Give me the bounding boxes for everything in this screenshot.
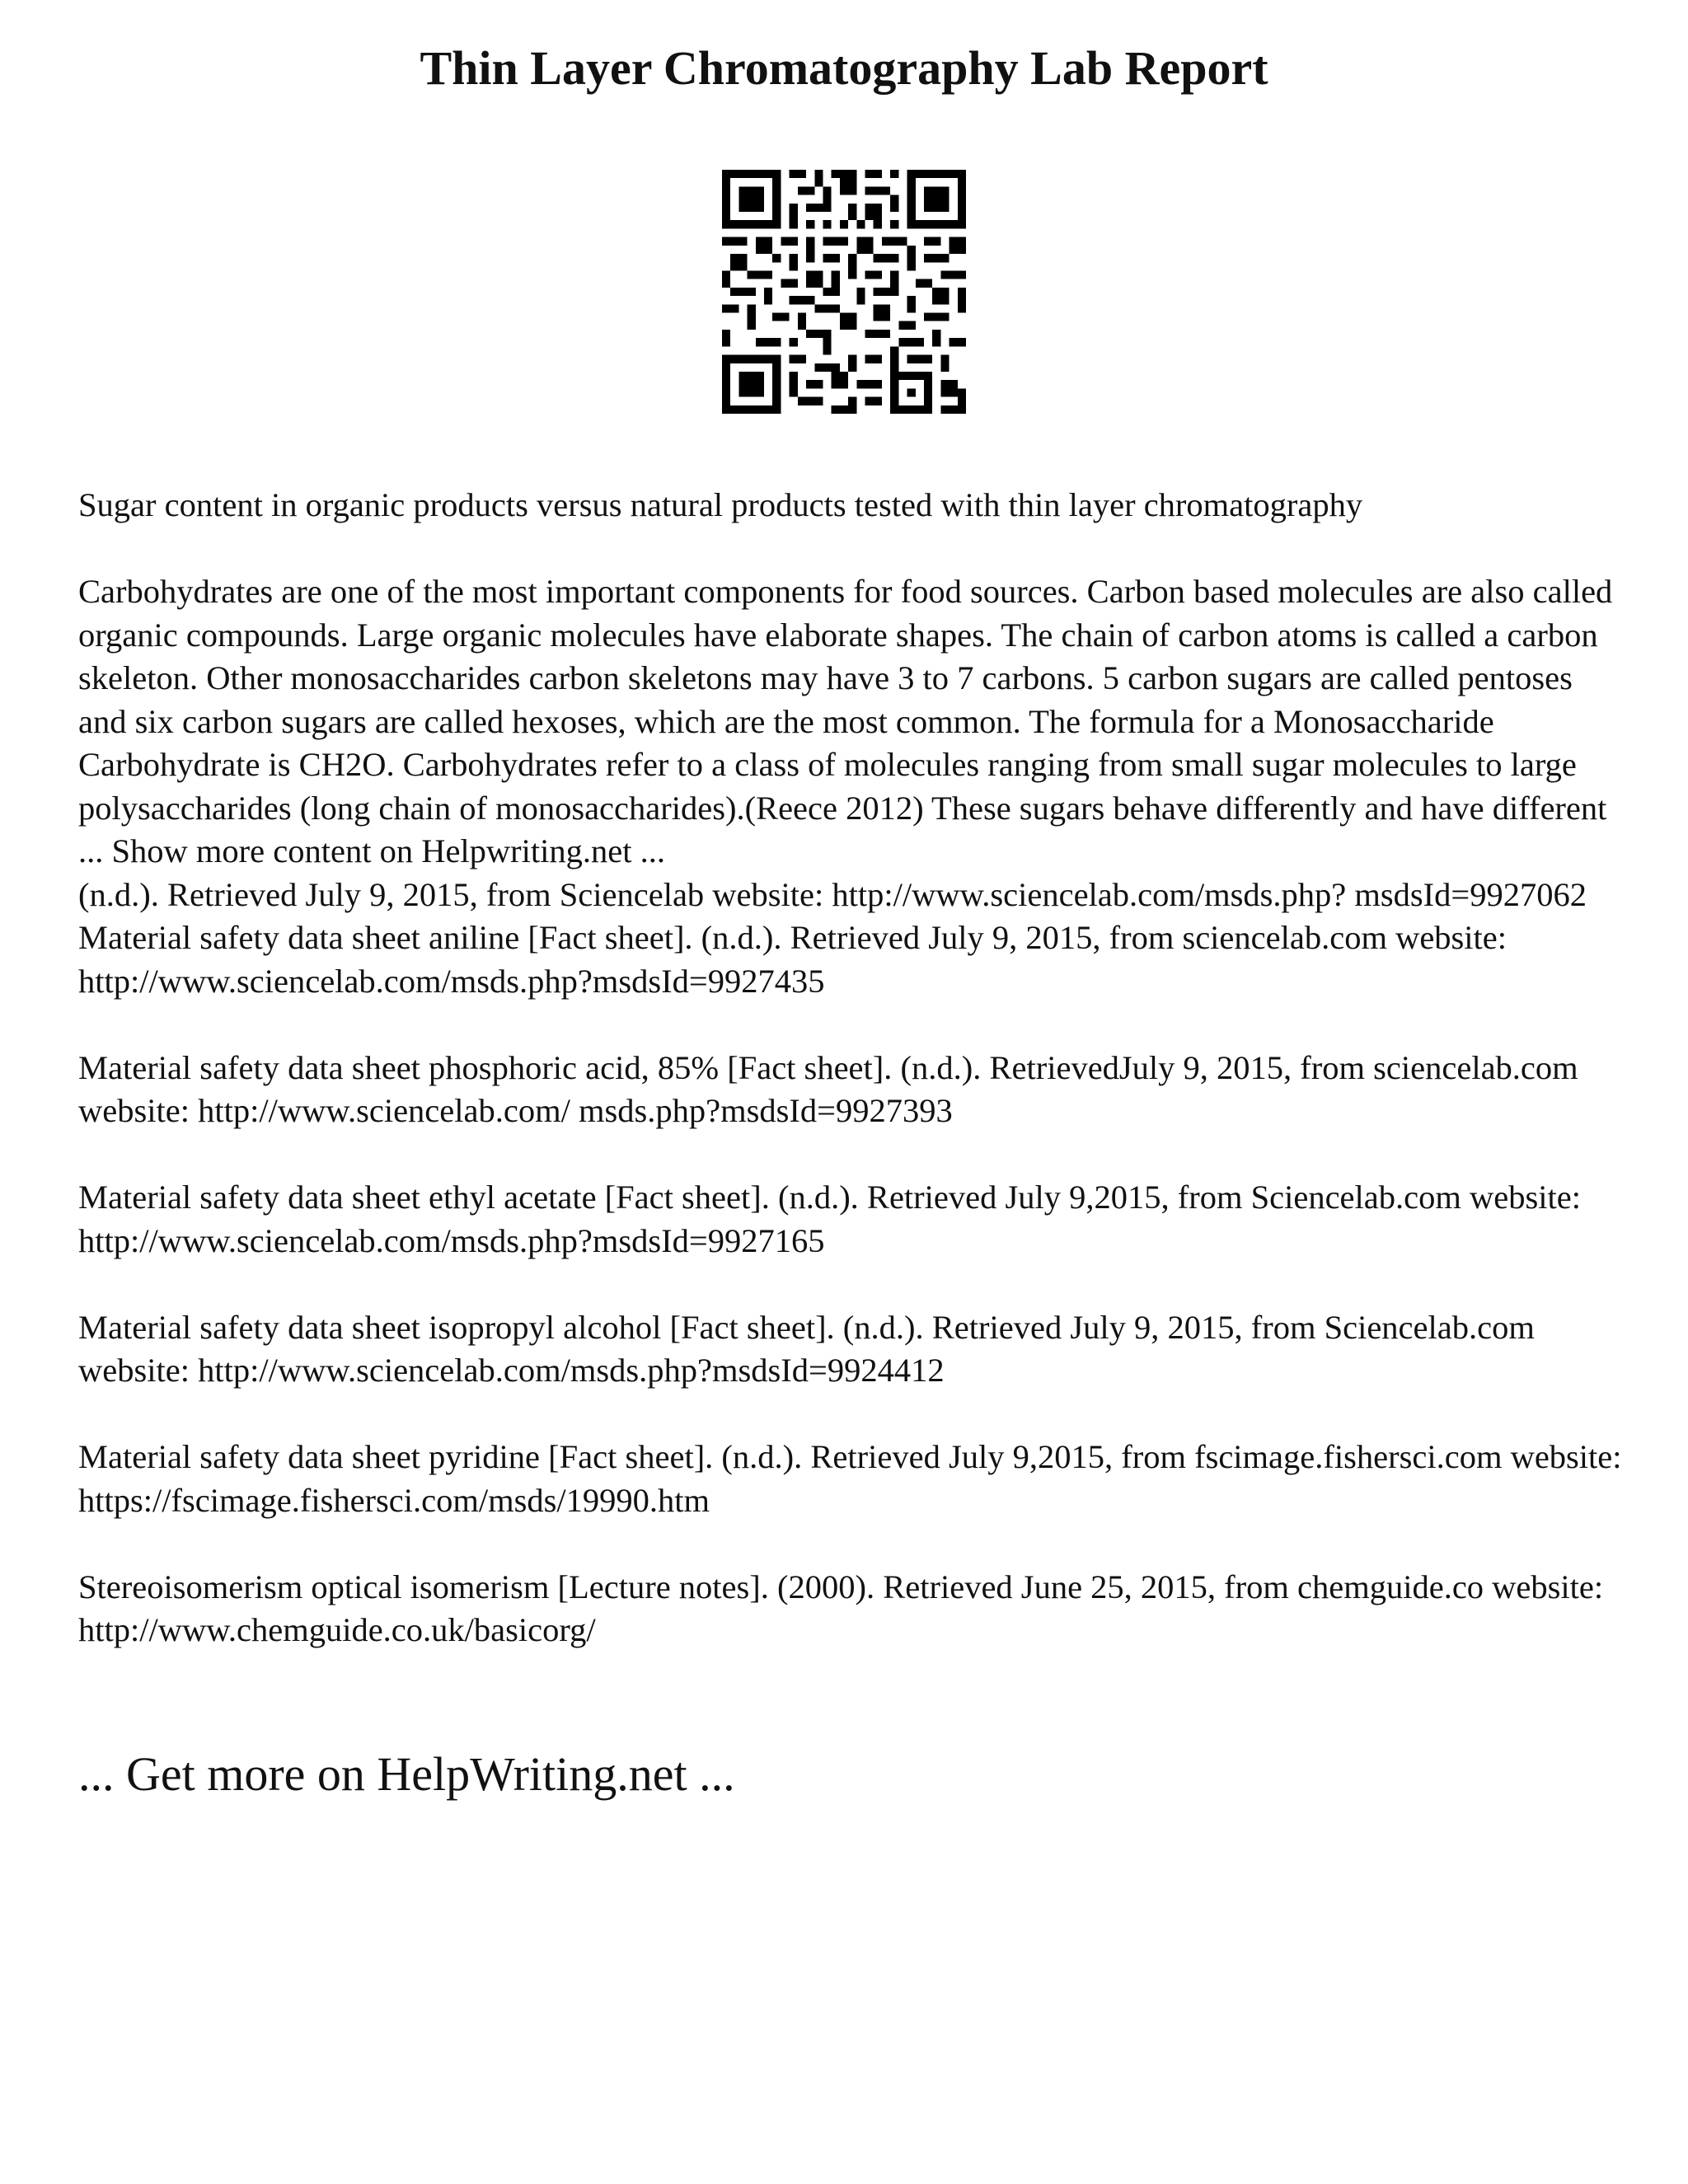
reference-5: Material safety data sheet pyridine [Fact sheet]. (n.d.). Retrieved July 9,2015, from fscimage.fishersci.com website: https://fscimage.fishersci.com/msds/19990.htm — [78, 1438, 1622, 1519]
intro-paragraph: Carbohydrates are one of the most important components for food sources. Carbon based molecules are also called organic compounds. Large organic molecules have elaborate shapes. The chain of carbon atoms is called a carbon skeleton. Other monosaccharides carbon skeletons may have 3 to 7 carbons. 5 carbon sugars are called pentoses and six carbon sugars are called hexoses, which are the most common. The formula for a Monosaccharide Carbohydrate is CH2O. Carbohydrates refer to a class of molecules ranging from small sugar molecules to large polysaccharides (long chain of monosaccharides).(Reece 2012) These sugars behave differently and have different ... Show more content on Helpwriting.net ... — [78, 573, 1613, 869]
reference-4: Material safety data sheet isopropyl alcohol [Fact sheet]. (n.d.). Retrieved July 9, 2015, from Sciencelab.com website: http://www.sciencelab.com/msds.php?msdsId=9924412 — [78, 1308, 1535, 1389]
reference-3: Material safety data sheet ethyl acetate [Fact sheet]. (n.d.). Retrieved July 9,2015, from Sciencelab.com website: http://www.sciencelab.com/msds.php?msdsId=9927165 — [78, 1179, 1581, 1259]
document-body — [78, 484, 1628, 1652]
reference-6: Stereoisomerism optical isomerism [Lecture notes]. (2000). Retrieved June 25, 2015, from chemguide.co website: http://www.chemguide.co.uk/basicorg/ — [78, 1568, 1604, 1648]
subtitle: Sugar content in organic products versus natural products tested with thin layer chromatography — [78, 486, 1363, 523]
document-title: Thin Layer Chromatography Lab Report — [420, 41, 1268, 95]
get-more-link[interactable]: ... Get more on HelpWriting.net ... — [78, 1747, 735, 1801]
reference-2: Material safety data sheet phosphoric acid, 85% [Fact sheet]. (n.d.). RetrievedJuly 9, 2015, from sciencelab.com website: http://www.sciencelab.com/ msds.php?msdsId=9927393 — [78, 1048, 1578, 1129]
reference-1: (n.d.). Retrieved July 9, 2015, from Sciencelab website: http://www.sciencelab.com/msds.php? msdsId=9927062 Material safety data sheet aniline [Fact sheet]. (n.d.). Retrieved July 9, 2015, from sciencelab.com website: http://www.sciencelab.com/msds.php?msdsId=9927435 — [78, 875, 1587, 1000]
qr-code-icon — [722, 170, 966, 414]
